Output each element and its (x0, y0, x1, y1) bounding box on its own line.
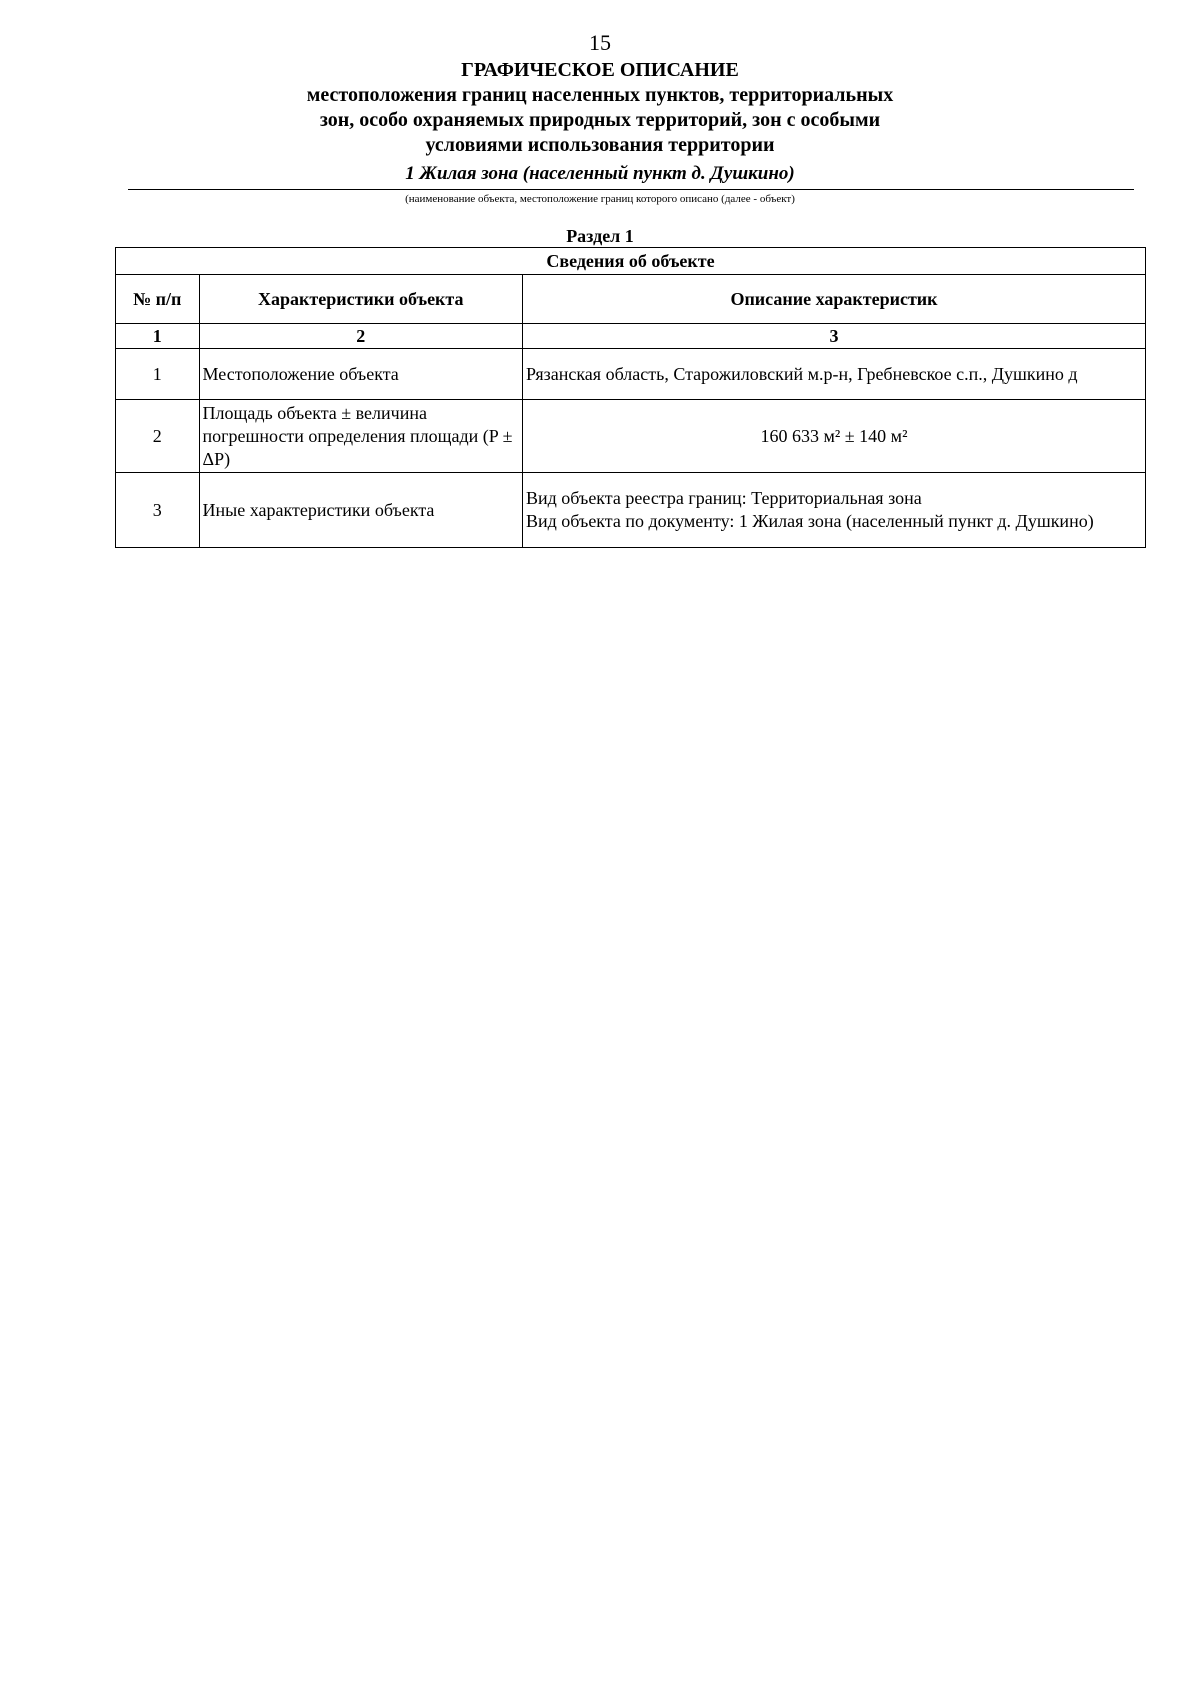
row-description-line: Вид объекта по документу: 1 Жилая зона (населенный пункт д. Душкино) (526, 511, 1094, 531)
table-row (116, 400, 1146, 473)
row-characteristic: Местоположение объекта (199, 349, 523, 400)
row-description (523, 400, 1146, 473)
column-number-2: 2 (199, 324, 523, 349)
column-number-1: 1 (116, 324, 200, 349)
column-header-description: Описание характеристик (523, 275, 1146, 324)
object-name-caption: (наименование объекта, местоположение границ которого описано (далее - объект) (405, 193, 795, 205)
column-header-num: № п/п (116, 275, 200, 324)
document-subtitle-line-1: местоположения границ населенных пунктов, территориальных (306, 84, 894, 106)
table-row (116, 349, 1146, 400)
object-info-table (115, 247, 1146, 548)
document-title-block (0, 58, 1200, 158)
column-number-3: 3 (523, 324, 1146, 349)
row-description (523, 473, 1146, 548)
section-title: Раздел 1 (566, 226, 634, 246)
page-number: 15 (589, 30, 611, 55)
document-title: ГРАФИЧЕСКОЕ ОПИСАНИЕ (461, 59, 739, 81)
row-description-line: 160 633 м² ± 140 м² (760, 425, 908, 446)
column-header-characteristics: Характеристики объекта (199, 275, 523, 324)
document-subtitle-line-3: условиями использования территории (425, 134, 775, 156)
row-description-line: Вид объекта реестра границ: Территориальная зона (526, 488, 922, 508)
row-characteristic: Площадь объекта ± величина погрешности определения площади (P ± ΔP) (199, 400, 523, 473)
table-row (116, 473, 1146, 548)
column-numbers-row (116, 324, 1146, 349)
document-subtitle-line-2: зон, особо охраняемых природных территорий, зон с особыми (319, 109, 881, 131)
table-header-row (116, 275, 1146, 324)
row-description-line: Рязанская область, Старожиловский м.р-н, Гребневское с.п., Душкино д (526, 363, 1078, 384)
object-name: 1 Жилая зона (населенный пункт д. Душкино) (405, 163, 795, 184)
row-characteristic: Иные характеристики объекта (199, 473, 523, 548)
object-name-underline (128, 189, 1134, 190)
table-caption-row (116, 248, 1146, 275)
table-caption: Сведения об объекте (116, 248, 1146, 275)
row-number: 1 (116, 349, 200, 400)
row-description (523, 349, 1146, 400)
row-number: 3 (116, 473, 200, 548)
row-number: 2 (116, 400, 200, 473)
